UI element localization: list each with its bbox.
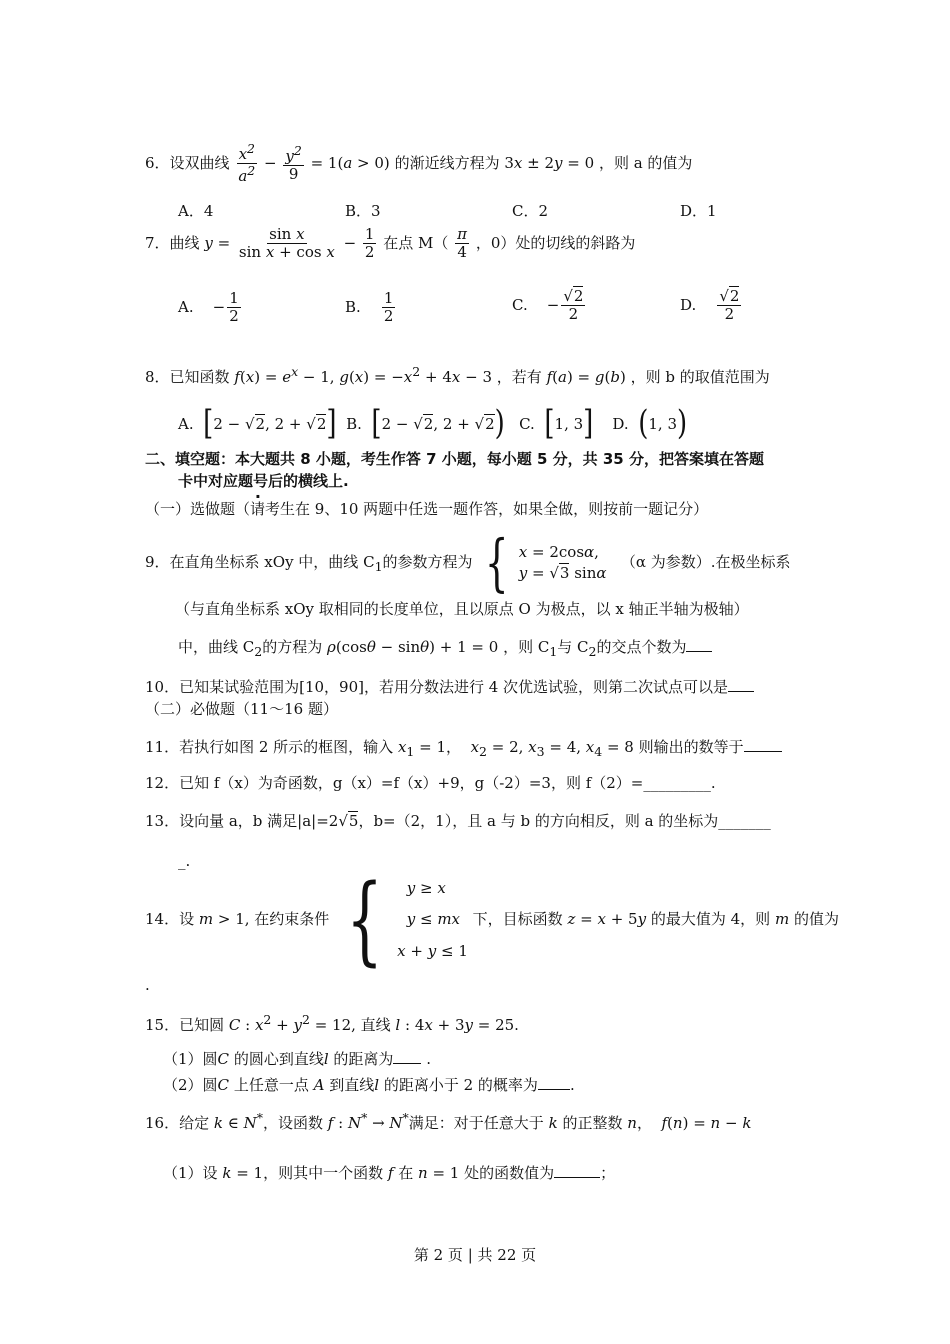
- question-14: 14．设 m > 1, 在约束条件 { y ≥ x y ≤ mx x + y ≤ 1 下，目标函数 z = x + 5y 的最大值为 4，则 m 的值为: [145, 864, 839, 976]
- question-15: 15．已知圆 C : $x^2 + y^2 = 12$, 直线 l : 4x + 3y = 25.: [145, 1012, 519, 1034]
- q15-2-answer-blank: [538, 1074, 570, 1090]
- q14-end: .: [145, 976, 150, 994]
- q6-fraction-y: $\frac{y^2}{9}$: [285, 143, 302, 184]
- q8-tail: ，则 b 的取值范围为: [630, 368, 770, 386]
- question-9: 9．在直角坐标系 xOy 中，曲线 $C_1$的参数方程为 { x = 2cosα, y = √3 sinα （α 为参数）.在极坐标系: [145, 526, 791, 599]
- q7-option-a: A. − $\frac{1}{2}$: [178, 289, 239, 326]
- question-13: 13．设向量 a，b 满足|a|=2√5，b=（2，1），且 a 与 b 的方向相反，则 a 的坐标为_______: [145, 812, 771, 830]
- page-footer: 第 2 页 | 共 22 页: [413, 1246, 537, 1264]
- q6-option-b: B．3: [345, 202, 381, 220]
- q6-option-d: D．1: [680, 202, 717, 220]
- q6-option-c: C．2: [512, 202, 549, 220]
- q16-1-answer-blank: [554, 1162, 600, 1178]
- q16-sub-1: （1）设 k = 1，则其中一个函数 f 在 n = 1 处的函数值为 ；: [163, 1164, 616, 1182]
- q6-fraction-x: $\frac{x^2}{a^2}$: [238, 141, 256, 186]
- q6-lead: 6．设双曲线: [145, 153, 230, 172]
- q9-line-3: 中，曲线 $C_2$的方程为 ρ(cosθ − sinθ) + 1 = 0 ，则 $C_1$与 $C_2$的交点个数为: [178, 636, 712, 660]
- q10-answer-blank: [728, 676, 754, 692]
- question-11: 11．若执行如图 2 所示的框图，输入 $x_1 = 1$， $x_2 = 2$, $x_3 = 4$, $x_4 = 8$ 则输出的数等于: [145, 736, 782, 760]
- question-8: 8．已知函数 $f(x) = e^x - 1$, $g(x) = -x^2 + 4x - 3$ ，若有 f(a) = g(b) ，则 b 的取值范围为: [145, 364, 770, 386]
- question-7: 7．曲线 y = $\frac{\text{sin x}}{\text{sin x + cos x}}$ − $\frac{1}{2}$ 在点 M（ $\frac{\pi}{4}$ ，0）处的切线的斜路为: [145, 225, 636, 262]
- question-16: 16．给定 k ∈ N*，设函数 f : N* → N*满足：对于任意大于 k 的正整数 n， f(n) = n − k: [145, 1110, 752, 1132]
- q6-mid: 的渐近线方程为: [394, 153, 500, 172]
- q9-answer-blank: [686, 636, 712, 652]
- q7-fraction: $\frac{\text{sin x}}{\text{sin x + cos x}}$: [238, 225, 335, 262]
- q15-1-answer-blank: [393, 1048, 421, 1064]
- section-2-heading: 二、填空题：本大题共 8 小题，考生作答 7 小题，每小题 5 分，共 35 分，把答案填在答题: [145, 450, 764, 468]
- q8-mid: ，若有: [496, 368, 542, 386]
- required-heading: （二）必做题（11～16 题）: [145, 700, 338, 718]
- q8-options: A. [2 − √2, 2 + √2] B. [2 − √2, 2 + √2) C. [1, 3] D. (1, 3): [178, 404, 688, 444]
- question-12: 12．已知 f（x）为奇函数，g（x）=f（x）+9，g（-2）=3，则 f（2）=_________.: [145, 774, 716, 792]
- q15-sub-1: （1）圆C 的圆心到直线l 的距离为 .: [163, 1050, 431, 1068]
- q9-param-system: { x = 2cosα, y = √3 sinα: [485, 526, 607, 599]
- q7-mid: 在点 M（: [383, 233, 449, 252]
- q7-option-b: B. $\frac{1}{2}$: [345, 289, 394, 326]
- q7-tail: ，0）处的切线的斜路为: [475, 233, 636, 252]
- q8-lead: 8．已知函数: [145, 368, 230, 386]
- q9-line-2: （与直角坐标系 xOy 取相同的长度单位，且以原点 O 为极点，以 x 轴正半轴为极轴）: [175, 600, 749, 618]
- optional-heading: （一）选做题（请考生在 9、10 两题中任选一题作答，如果全做，则按前一题记分）: [145, 500, 709, 518]
- q7-lead: 7．曲线: [145, 233, 200, 252]
- q15-sub-2: （2）圆C 上任意一点 A 到直线l 的距离小于 2 的概率为 .: [163, 1076, 575, 1094]
- q6-tail: ，则 a 的值为: [598, 153, 693, 172]
- q11-answer-blank: [744, 736, 782, 752]
- q7-option-d: D. $\frac{√2}{2}$: [680, 287, 740, 324]
- q13-line-2: _.: [178, 852, 191, 870]
- q7-option-c: C. − $\frac{√2}{2}$: [512, 287, 584, 324]
- section-2-heading-cont: 卡中对应题号后的横线上. ·: [178, 472, 349, 492]
- q14-constraint-system: { y ≥ x y ≤ mx x + y ≤ 1: [346, 864, 468, 976]
- question-10: 10．已知某试验范围为[10，90]，若用分数法进行 4 次优选试验，则第二次试点可以是: [145, 676, 754, 698]
- q6-option-a: A．4: [178, 202, 214, 220]
- question-6: 6．设双曲线 $\frac{x^2}{a^2}$ − $\frac{y^2}{9}$ = 1(a > 0) 的渐近线方程为 3x ± 2y = 0 ，则 a 的值为: [145, 141, 693, 186]
